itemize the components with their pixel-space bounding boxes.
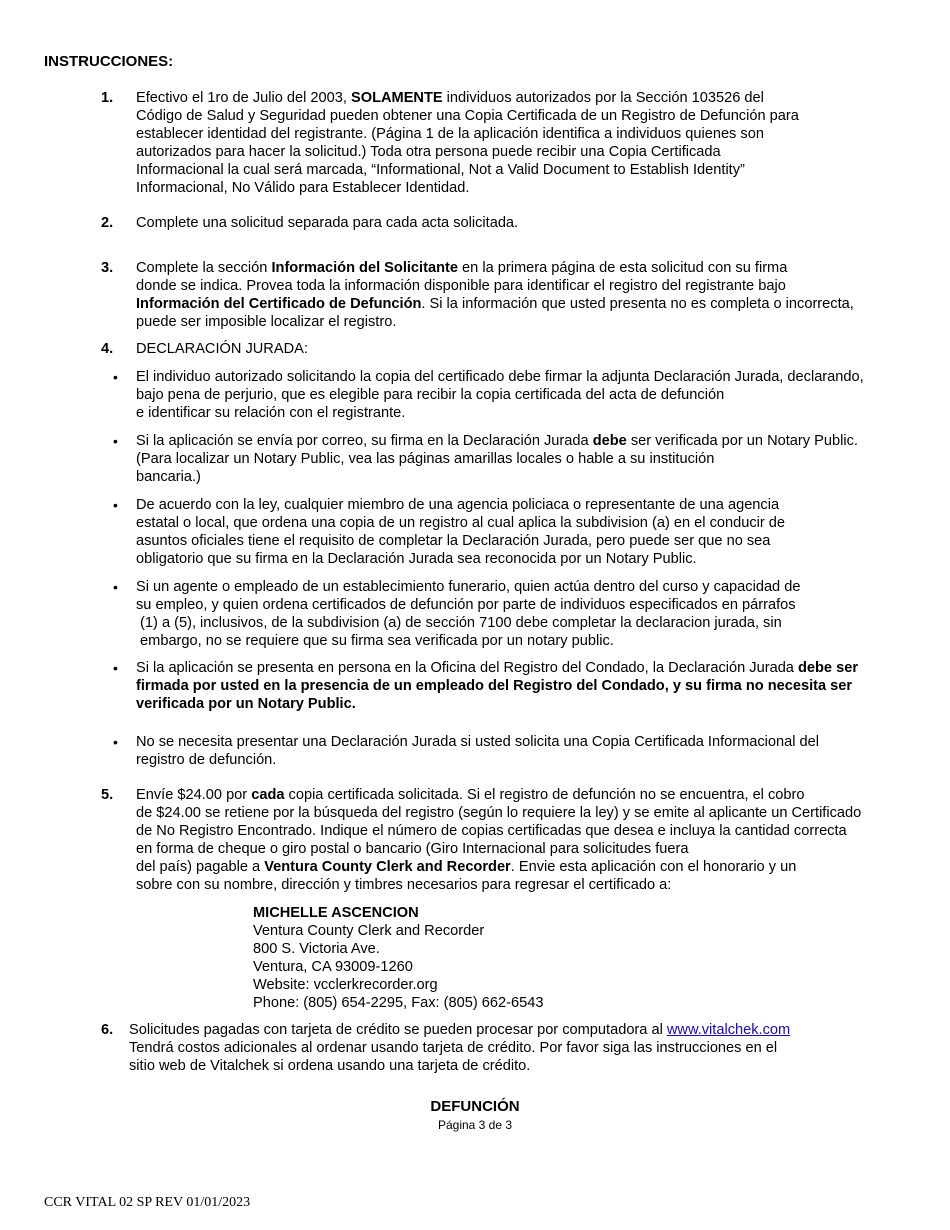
bullet-2-line-3: bancaria.)	[136, 469, 201, 485]
item-6-number: 6.	[101, 1022, 114, 1038]
document-type-title: DEFUNCIÓN	[430, 1098, 520, 1115]
bullet-3-line-4: obligatorio que su firma en la Declaración Jurada sea reconocida por un Notary Public.	[136, 551, 697, 567]
bullet-4-line-3: (1) a (5), inclusivos, de la subdivision (a) de sección 7100 debe completar la declaracion jurada, sin	[136, 615, 782, 631]
bullet-6-line-2: registro de defunción.	[136, 752, 277, 768]
item-5-text-d: del país) pagable a	[136, 859, 265, 875]
item-1-number: 1.	[101, 90, 114, 106]
item-1-text-a: Efectivo el 1ro de Julio del 2003,	[136, 90, 351, 106]
item-5-text-bold: cada	[251, 787, 285, 803]
bullet-6-text	[136, 733, 819, 769]
item-5-line-4: en forma de cheque o giro postal o bancario (Giro Internacional para solicitudes fuera	[136, 841, 689, 857]
item-5-line-6: sobre con su nombre, dirección y timbres necesarios para regresar el certificado a:	[136, 877, 672, 893]
bullet-2-text-bold: debe	[592, 433, 627, 449]
bullet-5-text-a: Si la aplicación se presenta en persona en la Oficina del Registro del Condado, la Declaración Jurada	[136, 660, 798, 676]
bullet-2-text-c: ser verificada por un Notary Public.	[626, 433, 858, 449]
item-3-number: 3.	[101, 260, 114, 276]
item-1-text-c: individuos autorizados por la Sección 103526 del	[442, 90, 764, 106]
item-5-text-bold-2: Ventura County Clerk and Recorder	[264, 859, 511, 875]
item-3-text-d: . Si la información que usted presenta no es completa o incorrecta,	[421, 296, 854, 312]
item-2-text	[136, 214, 518, 232]
item-1-text	[136, 89, 799, 197]
bullet-4-line-1: Si un agente o empleado de un establecimiento funerario, quien actúa dentro del curso y capacidad de	[136, 579, 801, 595]
item-4-number: 4.	[101, 341, 114, 357]
bullet-3-symbol: •	[113, 497, 118, 513]
item-5-text	[136, 786, 861, 894]
item-3-line-2: donde se indica. Provea toda la información disponible para identificar el registro del registrante bajo	[136, 278, 786, 294]
item-1-text-bold: SOLAMENTE	[351, 90, 443, 106]
item-3-text-c: en la primera página de esta solicitud con su firma	[457, 260, 788, 276]
bullet-2-text	[136, 432, 858, 486]
bullet-5-text	[136, 659, 858, 713]
bullet-3-line-2: estatal o local, que ordena una copia de un registro al cual aplica la subdivision (a) en el conducir de	[136, 515, 786, 531]
bullet-1-line-1: El individuo autorizado solicitando la copia del certificado debe firmar la adjunta Declaración Jurada, declarando,	[136, 369, 864, 385]
bullet-1-line-2: bajo pena de perjurio, que es elegible para recibir la copia certificada del acta de defunción	[136, 387, 725, 403]
form-code: CCR VITAL 02 SP REV 01/01/2023	[44, 1195, 251, 1210]
item-5-text-c: copia certificada solicitada. Si el registro de defunción no se encuentra, el cobro	[284, 787, 805, 803]
bullet-2-symbol: •	[113, 433, 118, 449]
item-1-line-2: Código de Salud y Seguridad pueden obtener una Copia Certificada de un Registro de Defunción para	[136, 108, 799, 124]
item-1-line-3: establecer identidad del registrante. (Página 1 de la aplicación identifica a individuos quienes son	[136, 126, 764, 142]
bullet-5-line-3: verificada por un Notary Public.	[136, 696, 356, 712]
instructions-heading: INSTRUCCIONES:	[44, 53, 174, 70]
bullet-5-text-bold: debe ser	[797, 660, 859, 676]
bullet-1-line-3: e identificar su relación con el registrante.	[136, 405, 406, 421]
item-1-line-4: autorizados para hacer la solicitud.) Toda otra persona puede recibir una Copia Certificada	[136, 144, 721, 160]
bullet-1-symbol: •	[113, 369, 118, 385]
address-phone: Phone: (805) 654-2295, Fax: (805) 662-6543	[253, 995, 544, 1011]
bullet-4-line-2: su empleo, y quien ordena certificados de defunción por parte de individuos especificados en párrafos	[136, 597, 796, 613]
item-3-text	[136, 259, 854, 331]
bullet-4-line-4: embargo, no se requiere que su firma sea verificada por un notary public.	[136, 633, 614, 649]
bullet-6-symbol: •	[113, 734, 118, 750]
bullet-3-line-1: De acuerdo con la ley, cualquier miembro de una agencia policiaca o representante de una agencia	[136, 497, 780, 513]
bullet-4-text	[136, 578, 800, 650]
item-3-text-bold-2: Información del Certificado de Defunción	[136, 296, 422, 312]
bullet-5-line-2: firmada por usted en la presencia de un empleado del Registro del Condado, y su firma no necesita ser	[136, 678, 853, 694]
item-3-line-4: puede ser imposible localizar el registro.	[136, 314, 397, 330]
item-1-line-5: Informacional la cual será marcada, “Informational, Not a Valid Document to Establish Identity”	[136, 162, 745, 178]
vitalchek-link[interactable]: www.vitalchek.com	[666, 1022, 791, 1038]
address-street: 800 S. Victoria Ave.	[253, 941, 380, 957]
address-office: Ventura County Clerk and Recorder	[253, 923, 485, 939]
item-4-text	[136, 340, 308, 358]
page-number: Página 3 de 3	[437, 1118, 513, 1132]
item-5-text-a: Envíe $24.00 por	[136, 787, 252, 803]
mailing-address	[253, 904, 543, 1012]
item-5-number: 5.	[101, 787, 114, 803]
item-5-text-e: . Envie esta aplicación con el honorario y un	[510, 859, 797, 875]
item-2-number: 2.	[101, 215, 114, 231]
address-website: Website: vcclerkrecorder.org	[253, 977, 438, 993]
item-6-text	[129, 1021, 790, 1075]
item-6-line-3: sitio web de Vitalchek si ordena usando una tarjeta de crédito.	[129, 1058, 531, 1074]
item-6-line-2: Tendrá costos adicionales al ordenar usando tarjeta de crédito. Por favor siga las instrucciones en el	[129, 1040, 778, 1056]
bullet-3-line-3: asuntos oficiales tiene el requisito de completar la Declaración Jurada, pero puede ser que no sea	[136, 533, 771, 549]
item-6-text-a: Solicitudes pagadas con tarjeta de crédito se pueden procesar por computadora al	[129, 1022, 667, 1038]
item-2-line-1: Complete una solicitud separada para cada acta solicitada.	[136, 215, 519, 231]
item-3-text-a: Complete la sección	[136, 260, 272, 276]
bullet-2-line-2: (Para localizar un Notary Public, vea las páginas amarillas locales o hable a su institución	[136, 451, 715, 467]
item-5-line-3: de No Registro Encontrado. Indique el número de copias certificadas que desea e incluya la cantidad correcta	[136, 823, 847, 839]
item-1-line-6: Informacional, No Válido para Establecer Identidad.	[136, 180, 470, 196]
item-5-line-2: de $24.00 se retiene por la búsqueda del registro (según lo requiere la ley) y se emite al aplicante un Certificado	[136, 805, 862, 821]
bullet-6-line-1: No se necesita presentar una Declaración Jurada si usted solicita una Copia Certificada Informacional del	[136, 734, 820, 750]
bullet-3-text	[136, 496, 785, 568]
address-name: MICHELLE ASCENCION	[253, 905, 419, 921]
item-3-text-bold: Información del Solicitante	[271, 260, 458, 276]
bullet-5-symbol: •	[113, 660, 118, 676]
bullet-4-symbol: •	[113, 579, 118, 595]
address-city: Ventura, CA 93009-1260	[253, 959, 413, 975]
bullet-1-text	[136, 368, 864, 422]
item-4-line-1: DECLARACIÓN JURADA:	[136, 341, 308, 357]
bullet-2-text-a: Si la aplicación se envía por correo, su firma en la Declaración Jurada	[136, 433, 593, 449]
